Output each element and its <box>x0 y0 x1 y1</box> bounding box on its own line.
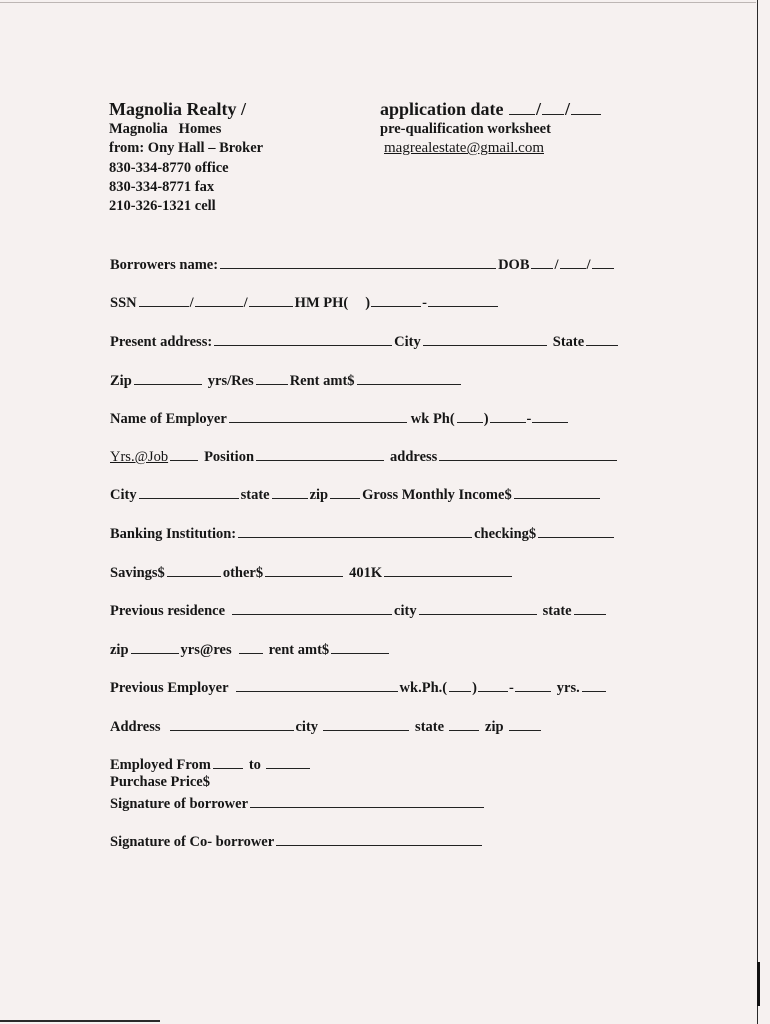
state-field[interactable] <box>586 332 618 346</box>
ssn-part1-field[interactable] <box>139 293 189 307</box>
employer-city-label: City <box>110 487 137 503</box>
yrs-job-label: Yrs.@Job <box>110 449 169 465</box>
date-slash: / <box>565 99 571 119</box>
date-slash: / <box>536 99 542 119</box>
rent-amt-field[interactable] <box>357 371 461 385</box>
home-phone-area-field[interactable] <box>350 294 364 307</box>
borrower-name-label: Borrowers name: <box>110 257 219 273</box>
savings-field[interactable] <box>167 563 221 577</box>
zip-field[interactable] <box>134 371 202 385</box>
ssn-slash: / <box>243 295 248 311</box>
scan-edge-right <box>757 0 758 1024</box>
prev-emp-zip-label: zip <box>485 719 504 735</box>
company-block <box>109 98 263 216</box>
employer-city-field[interactable] <box>139 485 239 499</box>
work-phone-prefix-field[interactable] <box>490 409 526 423</box>
dob-day-field[interactable] <box>560 255 586 269</box>
checking-label: checking$ <box>474 526 537 542</box>
employed-to-field[interactable] <box>266 755 310 769</box>
zip-label: Zip <box>110 373 132 389</box>
employer-zip-label: zip <box>309 487 329 503</box>
row-purchase-price <box>109 774 650 791</box>
prev-employer-field[interactable] <box>236 678 398 692</box>
row-employer <box>109 409 650 428</box>
home-phone-label: HM PH( <box>294 295 349 311</box>
application-date-label: application date <box>380 99 504 119</box>
app-day-field[interactable] <box>542 101 564 115</box>
row-prev-zip <box>109 640 650 659</box>
prev-address-field[interactable] <box>170 717 294 731</box>
k401-label: 401K <box>349 565 383 581</box>
row-job <box>109 447 650 466</box>
prev-emp-city-field[interactable] <box>323 717 409 731</box>
email-link[interactable]: magrealestate@gmail.com <box>384 140 544 157</box>
office-phone: 830-334-8770 office <box>109 159 229 176</box>
work-phone-area-field[interactable] <box>457 409 483 423</box>
prev-employer-label: Previous Employer <box>110 680 229 696</box>
row-banking <box>109 524 650 543</box>
prev-yrs-label: yrs. <box>556 680 580 696</box>
dob-month-field[interactable] <box>531 255 553 269</box>
prev-work-phone-label: wk.Ph.( <box>399 680 448 696</box>
row-signature-coborrower <box>109 832 650 851</box>
ssn-slash: / <box>189 295 194 311</box>
employer-address-label: address <box>390 449 438 465</box>
prev-rent-field[interactable] <box>331 640 389 654</box>
banking-label: Banking Institution: <box>110 526 237 542</box>
yrs-job-field[interactable] <box>170 447 198 461</box>
row-zip <box>109 371 650 390</box>
home-phone-line-field[interactable] <box>428 293 498 307</box>
signature-coborrower-label: Signature of Co- borrower <box>110 834 275 850</box>
city-label: City <box>394 334 421 350</box>
row-savings <box>109 563 650 582</box>
company-name: Magnolia Realty / <box>109 99 246 119</box>
k401-field[interactable] <box>384 563 512 577</box>
employed-to-label: to <box>248 757 261 773</box>
yrs-at-res-field[interactable] <box>239 640 263 654</box>
date-slash: / <box>586 257 591 273</box>
row-prev-address <box>109 717 650 736</box>
ssn-part3-field[interactable] <box>249 293 293 307</box>
yrs-res-label: yrs/Res <box>207 373 254 389</box>
employer-field[interactable] <box>229 409 407 423</box>
prev-city-field[interactable] <box>419 601 537 615</box>
work-phone-line-field[interactable] <box>532 409 568 423</box>
employer-address-field[interactable] <box>439 447 617 461</box>
signature-borrower-label: Signature of borrower <box>110 796 249 812</box>
prev-state-field[interactable] <box>574 601 606 615</box>
present-address-label: Present address: <box>110 334 213 350</box>
phone-dash: - <box>508 680 514 696</box>
row-employed-from <box>109 755 650 774</box>
other-field[interactable] <box>265 563 343 577</box>
employer-label: Name of Employer <box>110 411 227 427</box>
city-field[interactable] <box>423 332 547 346</box>
state-label: State <box>552 334 585 350</box>
prev-emp-zip-field[interactable] <box>509 717 541 731</box>
employer-zip-field[interactable] <box>330 485 360 499</box>
app-month-field[interactable] <box>509 101 535 115</box>
phone-dash: - <box>526 411 532 427</box>
ssn-part2-field[interactable] <box>195 293 243 307</box>
signature-borrower-field[interactable] <box>250 794 484 808</box>
dob-label: DOB <box>498 257 530 273</box>
other-label: other$ <box>222 565 264 581</box>
prev-city-label: city <box>394 603 417 619</box>
row-prev-employer <box>109 678 650 697</box>
banking-field[interactable] <box>238 524 472 538</box>
prev-residence-field[interactable] <box>232 601 392 615</box>
prev-zip-label: zip <box>110 642 129 658</box>
gross-income-label: Gross Monthly Income$ <box>362 487 512 503</box>
paren-close: ) <box>365 295 371 311</box>
signature-coborrower-field[interactable] <box>276 832 482 846</box>
app-year-field[interactable] <box>571 101 601 115</box>
checking-field[interactable] <box>538 524 614 538</box>
broker-line: from: Ony Hall – Broker <box>109 140 264 157</box>
row-borrower <box>109 255 650 274</box>
scan-edge-bottom <box>0 1020 160 1022</box>
paren-close: ) <box>483 411 489 427</box>
application-block <box>380 98 602 158</box>
purchase-price-label: Purchase Price$ <box>110 774 210 790</box>
prev-yrs-field[interactable] <box>582 678 606 692</box>
home-phone-prefix-field[interactable] <box>371 293 421 307</box>
prev-work-phone-line-field[interactable] <box>515 678 551 692</box>
position-field[interactable] <box>256 447 384 461</box>
date-slash: / <box>554 257 559 273</box>
work-phone-label: wk Ph( <box>410 411 455 427</box>
prev-emp-state-label: state <box>415 719 445 735</box>
row-signature-borrower <box>109 794 650 813</box>
prev-emp-state-field[interactable] <box>449 717 479 731</box>
prev-zip-field[interactable] <box>131 640 179 654</box>
present-address-field[interactable] <box>214 332 392 346</box>
employed-from-field[interactable] <box>213 755 243 769</box>
paren-close: ) <box>472 680 477 696</box>
sub-company: Magnolia Homes <box>109 121 222 137</box>
prev-emp-city-label: city <box>295 719 319 735</box>
dob-year-field[interactable] <box>592 255 614 269</box>
employer-state-field[interactable] <box>272 485 308 499</box>
ssn-label: SSN <box>110 295 137 311</box>
prev-work-phone-area-field[interactable] <box>449 678 471 692</box>
fax-number: 830-334-8771 fax <box>109 178 215 195</box>
phone-dash: - <box>422 295 427 311</box>
prev-work-phone-prefix-field[interactable] <box>478 678 508 692</box>
yrs-at-res-label: yrs@res <box>180 642 232 658</box>
application-date <box>380 98 602 120</box>
savings-label: Savings$ <box>110 565 165 581</box>
scan-mark-right <box>757 962 760 1006</box>
prev-rent-label: rent amt$ <box>268 642 330 658</box>
row-ssn <box>109 293 650 312</box>
prev-address-label: Address <box>110 719 161 735</box>
prev-state-label: state <box>542 603 572 619</box>
employed-from-label: Employed From <box>110 757 211 773</box>
scan-edge-top <box>0 2 756 3</box>
rent-amt-label: Rent amt$ <box>289 373 355 389</box>
gross-income-field[interactable] <box>514 485 600 499</box>
row-prev-residence <box>109 601 650 620</box>
borrower-name-field[interactable] <box>220 255 496 269</box>
prev-residence-label: Previous residence <box>110 603 226 619</box>
row-present-address <box>109 332 650 351</box>
cell-phone: 210-326-1321 cell <box>109 198 216 215</box>
row-employer-city <box>109 485 650 504</box>
yrs-res-field[interactable] <box>256 371 288 385</box>
worksheet-title: pre-qualification worksheet <box>380 121 551 137</box>
position-label: Position <box>204 449 255 465</box>
employer-state-label: state <box>240 487 270 503</box>
